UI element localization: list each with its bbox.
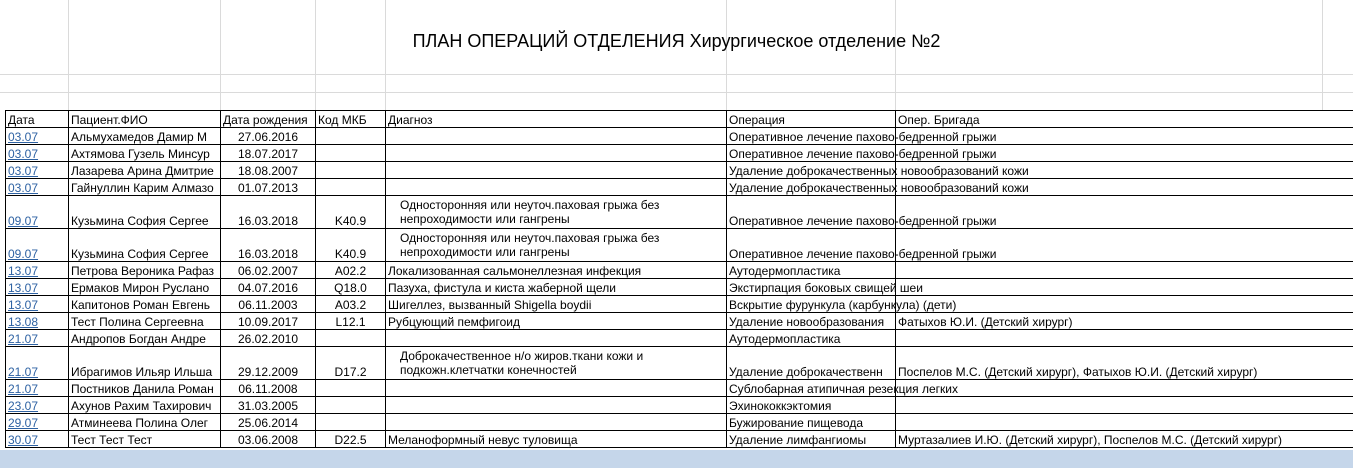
operation-cell[interactable]: Оперативное лечение пахово-бедренной грыжи (727, 145, 896, 162)
team-cell[interactable] (896, 296, 1353, 313)
date-link[interactable]: 03.07 (8, 164, 39, 178)
date-link[interactable]: 13.07 (8, 281, 39, 295)
diagnosis-cell[interactable]: Меланоформный невус туловища (386, 431, 727, 448)
dob-cell[interactable]: 06.02.2007 (221, 262, 316, 279)
date-cell[interactable] (6, 145, 69, 162)
date-link[interactable]: 30.07 (8, 433, 39, 447)
mkb-cell[interactable]: A02.2 (316, 262, 386, 279)
patient-cell[interactable]: Тест Полина Сергеевна (69, 313, 221, 330)
diagnosis-cell[interactable] (386, 330, 727, 347)
dob-cell[interactable]: 25.06.2014 (221, 414, 316, 431)
team-cell[interactable]: Поспелов М.С. (Детский хирург), Фатыхов Ю.И. (Детский хирург) (896, 347, 1353, 380)
operation-cell[interactable]: Вскрытие фурункула (карбункула) (дети) (727, 296, 896, 313)
date-link[interactable]: 29.07 (8, 416, 39, 430)
patient-cell[interactable]: Тест Тест Тест (69, 431, 221, 448)
diagnosis-cell[interactable]: Шигеллез, вызванный Shigella boydii (386, 296, 727, 313)
mkb-cell[interactable]: Q18.0 (316, 279, 386, 296)
date-cell[interactable] (6, 128, 69, 145)
table-row (6, 431, 1353, 448)
team-cell[interactable] (896, 397, 1353, 414)
diagnosis-cell[interactable] (386, 414, 727, 431)
date-link[interactable]: 21.07 (8, 382, 39, 396)
team-cell[interactable]: Муртазалиев И.Ю. (Детский хирург), Поспелов М.С. (Детский хирург) (896, 431, 1353, 448)
column-header[interactable]: Дата рождения (221, 111, 316, 128)
date-link[interactable]: 03.07 (8, 130, 39, 144)
dob-cell[interactable]: 16.03.2018 (221, 196, 316, 229)
patient-cell[interactable]: Кузьмина София Сергее (69, 229, 221, 262)
table-row (6, 262, 1353, 279)
dob-cell[interactable]: 01.07.2013 (221, 179, 316, 196)
patient-cell[interactable]: Лазарева Арина Дмитрие (69, 162, 221, 179)
table-row (6, 313, 1353, 330)
header-row (6, 111, 1353, 128)
dob-cell[interactable]: 29.12.2009 (221, 347, 316, 380)
mkb-cell[interactable] (316, 397, 386, 414)
date-link[interactable]: 03.07 (8, 147, 39, 161)
operation-cell[interactable]: Удаление лимфангиомы (727, 431, 896, 448)
diagnosis-cell[interactable] (386, 380, 727, 397)
team-cell[interactable] (896, 380, 1353, 397)
date-cell[interactable] (6, 347, 69, 380)
column-header[interactable]: Диагноз (386, 111, 727, 128)
diagnosis-cell[interactable]: Односторонняя или неуточ.паховая грыжа без непроходимости или гангрены (386, 229, 727, 262)
mkb-cell[interactable] (316, 162, 386, 179)
patient-cell[interactable]: Ахтямова Гузель Минсур (69, 145, 221, 162)
selection-band (0, 450, 1353, 468)
operation-cell[interactable]: Оперативное лечение пахово-бедренной грыжи (727, 196, 896, 229)
date-cell[interactable] (6, 196, 69, 229)
mkb-cell[interactable] (316, 414, 386, 431)
mkb-cell[interactable]: D22.5 (316, 431, 386, 448)
team-cell[interactable] (896, 330, 1353, 347)
mkb-cell[interactable] (316, 330, 386, 347)
patient-cell[interactable]: Альмухамедов Дамир М (69, 128, 221, 145)
diagnosis-cell[interactable]: Рубцующий пемфигоид (386, 313, 727, 330)
column-header[interactable]: Пациент.ФИО (69, 111, 221, 128)
mkb-cell[interactable] (316, 145, 386, 162)
date-link[interactable]: 09.07 (8, 214, 39, 228)
mkb-cell[interactable] (316, 179, 386, 196)
patient-cell[interactable]: Ермаков Мирон Руслано (69, 279, 221, 296)
date-cell[interactable] (6, 313, 69, 330)
operation-cell[interactable]: Удаление доброкачественных новообразований кожи (727, 179, 896, 196)
table-row (6, 162, 1353, 179)
table-row (6, 179, 1353, 196)
date-cell[interactable] (6, 296, 69, 313)
patient-cell[interactable]: Андропов Богдан Андре (69, 330, 221, 347)
table-row (6, 397, 1353, 414)
operation-cell[interactable]: Экстирпация боковых свищей шеи (727, 279, 896, 296)
column-header[interactable]: Дата (6, 111, 69, 128)
mkb-cell[interactable]: K40.9 (316, 196, 386, 229)
date-link[interactable]: 21.07 (8, 365, 39, 379)
operation-cell[interactable]: Аутодермопластика (727, 330, 896, 347)
team-cell[interactable] (896, 262, 1353, 279)
date-cell[interactable] (6, 330, 69, 347)
diagnosis-cell[interactable] (386, 128, 727, 145)
table-row (6, 414, 1353, 431)
dob-cell[interactable]: 03.06.2008 (221, 431, 316, 448)
date-cell[interactable] (6, 162, 69, 179)
operation-cell[interactable]: Оперативное лечение пахово-бедренной грыжи (727, 229, 896, 262)
date-cell[interactable] (6, 397, 69, 414)
dob-cell[interactable]: 04.07.2016 (221, 279, 316, 296)
mkb-cell[interactable]: D17.2 (316, 347, 386, 380)
dob-cell[interactable]: 26.02.2010 (221, 330, 316, 347)
dob-cell[interactable]: 27.06.2016 (221, 128, 316, 145)
operation-cell[interactable]: Сублобарная атипичная резекция легких (727, 380, 896, 397)
page-title: ПЛАН ОПЕРАЦИЙ ОТДЕЛЕНИЯ Хирургическое отделение №2 (412, 31, 941, 51)
gridline (0, 74, 1353, 75)
gridline (0, 92, 1353, 93)
date-link[interactable]: 13.07 (8, 264, 39, 278)
dob-cell[interactable]: 18.08.2007 (221, 162, 316, 179)
team-cell[interactable] (896, 279, 1353, 296)
date-cell[interactable] (6, 179, 69, 196)
patient-cell[interactable]: Кузьмина София Сергее (69, 196, 221, 229)
operation-cell[interactable]: Удаление доброкачественн (727, 347, 896, 380)
column-header[interactable]: Операция (727, 111, 896, 128)
table-row (6, 229, 1353, 262)
patient-cell[interactable]: Петрова Вероника Рафаз (69, 262, 221, 279)
date-cell[interactable] (6, 431, 69, 448)
table-row (6, 296, 1353, 313)
date-cell[interactable] (6, 380, 69, 397)
date-link[interactable]: 03.07 (8, 181, 39, 195)
operation-cell[interactable]: Эхинококкэктомия (727, 397, 896, 414)
dob-cell[interactable]: 31.03.2005 (221, 397, 316, 414)
dob-cell[interactable]: 06.11.2008 (221, 380, 316, 397)
operations-table (5, 110, 1353, 448)
operation-cell[interactable]: Оперативное лечение пахово-бедренной грыжи (727, 128, 896, 145)
team-cell[interactable]: Фатыхов Ю.И. (Детский хирург) (896, 313, 1353, 330)
dob-cell[interactable]: 10.09.2017 (221, 313, 316, 330)
column-header[interactable]: Опер. Бригада (896, 111, 1353, 128)
patient-cell[interactable]: Постников Данила Роман (69, 380, 221, 397)
dob-cell[interactable]: 06.11.2003 (221, 296, 316, 313)
diagnosis-cell[interactable] (386, 162, 727, 179)
operation-cell[interactable]: Удаление новообразования (727, 313, 896, 330)
patient-cell[interactable]: Капитонов Роман Евгень (69, 296, 221, 313)
operation-cell[interactable]: Удаление доброкачественных новообразований кожи (727, 162, 896, 179)
table-row (6, 145, 1353, 162)
date-cell[interactable] (6, 414, 69, 431)
date-link[interactable]: 13.08 (8, 315, 39, 329)
date-link[interactable]: 13.07 (8, 298, 39, 312)
patient-cell[interactable]: Ахунов Рахим Тахирович (69, 397, 221, 414)
diagnosis-cell[interactable]: Локализованная сальмонеллезная инфекция (386, 262, 727, 279)
dob-cell[interactable]: 18.07.2017 (221, 145, 316, 162)
diagnosis-cell[interactable] (386, 179, 727, 196)
date-cell[interactable] (6, 279, 69, 296)
table-row (6, 128, 1353, 145)
patient-cell[interactable]: Ибрагимов Ильяр Ильша (69, 347, 221, 380)
diagnosis-cell[interactable]: Доброкачественное н/о жиров.ткани кожи и подкожн.клетчатки конечностей (386, 347, 727, 380)
date-cell[interactable] (6, 262, 69, 279)
date-link[interactable]: 09.07 (8, 247, 39, 261)
diagnosis-cell[interactable] (386, 397, 727, 414)
column-header[interactable]: Код МКБ (316, 111, 386, 128)
mkb-cell[interactable]: K40.9 (316, 229, 386, 262)
patient-cell[interactable]: Гайнуллин Карим Алмазо (69, 179, 221, 196)
table-row (6, 330, 1353, 347)
diagnosis-cell[interactable]: Пазуха, фистула и киста жаберной щели (386, 279, 727, 296)
dob-cell[interactable]: 16.03.2018 (221, 229, 316, 262)
diagnosis-cell[interactable]: Односторонняя или неуточ.паховая грыжа без непроходимости или гангрены (386, 196, 727, 229)
table-row (6, 380, 1353, 397)
operation-cell[interactable]: Бужирование пищевода (727, 414, 896, 431)
mkb-cell[interactable] (316, 380, 386, 397)
table-row (6, 347, 1353, 380)
mkb-cell[interactable]: L12.1 (316, 313, 386, 330)
date-cell[interactable] (6, 229, 69, 262)
mkb-cell[interactable] (316, 128, 386, 145)
mkb-cell[interactable]: A03.2 (316, 296, 386, 313)
diagnosis-cell[interactable] (386, 145, 727, 162)
table-row (6, 196, 1353, 229)
team-cell[interactable] (896, 414, 1353, 431)
date-link[interactable]: 21.07 (8, 332, 39, 346)
date-link[interactable]: 23.07 (8, 399, 39, 413)
operation-cell[interactable]: Аутодермопластика (727, 262, 896, 279)
table-row (6, 279, 1353, 296)
patient-cell[interactable]: Атминеева Полина Олег (69, 414, 221, 431)
